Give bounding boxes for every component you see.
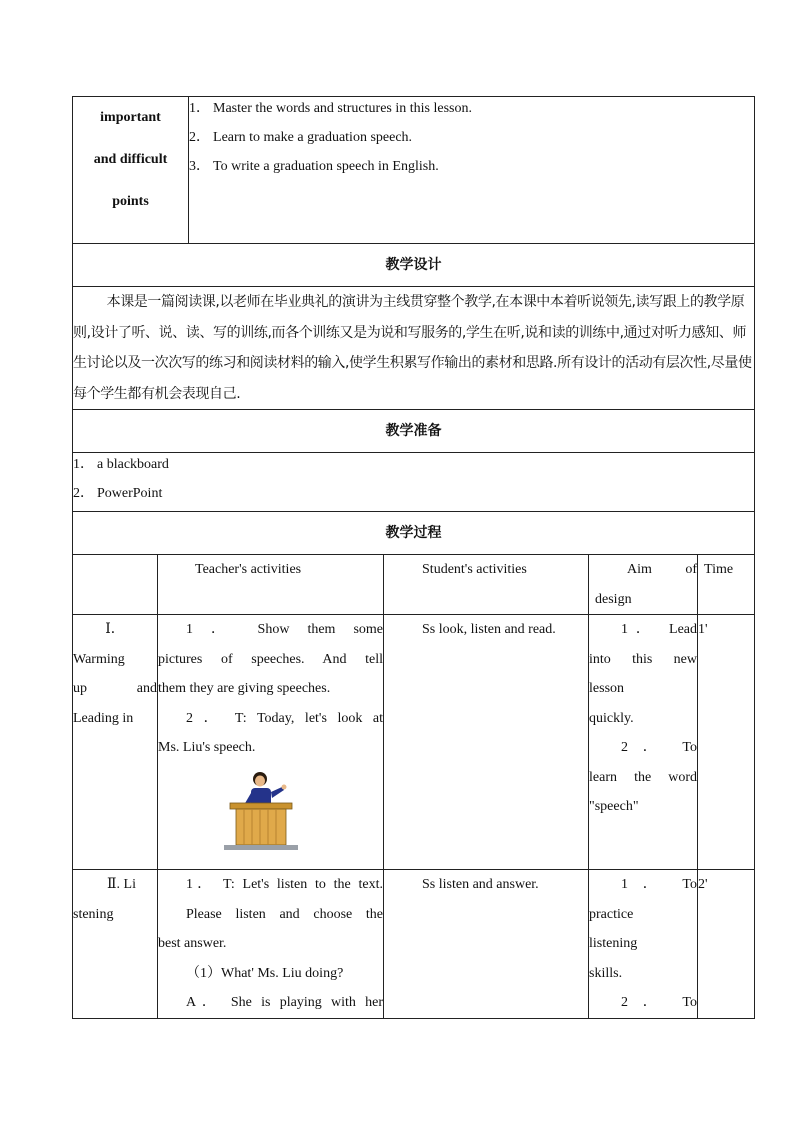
list-item: 3． To write a graduation speech in English. bbox=[189, 159, 439, 174]
document-page bbox=[72, 96, 754, 1019]
student-cell: Ss listen and answer. bbox=[384, 870, 589, 1019]
table-row bbox=[73, 615, 755, 870]
podium-base bbox=[224, 845, 298, 850]
aim-cell: 1． Lead into this new lesson quickly. 2 ． To learn the word "speech" bbox=[589, 615, 698, 870]
process-title-row bbox=[73, 512, 755, 555]
lesson-plan-table bbox=[72, 96, 755, 1019]
label-line-1: important bbox=[100, 110, 161, 125]
preparation-list-row bbox=[73, 453, 755, 512]
student-cell: Ss look, listen and read. bbox=[384, 615, 589, 870]
header-stage bbox=[73, 555, 158, 615]
preparation-list bbox=[73, 453, 755, 512]
header-teacher: Teacher's activities bbox=[158, 555, 384, 615]
design-paragraph-row bbox=[73, 287, 755, 410]
header-time: Time bbox=[698, 555, 755, 615]
design-title-row bbox=[73, 244, 755, 287]
list-item: 2． PowerPoint bbox=[73, 486, 163, 501]
important-points-row bbox=[73, 97, 755, 244]
list-item: 2． Learn to make a graduation speech. bbox=[189, 130, 413, 145]
time-cell: 2' bbox=[698, 870, 755, 1019]
table-row bbox=[73, 870, 755, 1019]
process-header-row bbox=[73, 555, 755, 615]
label-line-2: and difficult bbox=[93, 152, 168, 167]
list-item: 1． Master the words and structures in this lesson. bbox=[189, 101, 472, 116]
label-line-3: points bbox=[112, 194, 149, 209]
important-points-label bbox=[73, 97, 189, 244]
header-student: Student's activities bbox=[384, 555, 589, 615]
podium-top bbox=[230, 803, 292, 809]
design-title: 教学设计 bbox=[73, 244, 755, 287]
stage-cell: Ⅰ． Warming up and Leading in bbox=[73, 615, 158, 870]
list-item: 1． a blackboard bbox=[73, 457, 169, 472]
time-cell: 1' bbox=[698, 615, 755, 870]
aim-cell: 1 ． To practice listening skills. 2 ． To bbox=[589, 870, 698, 1019]
teacher-cell: 1． T: Let's listen to the text. Please listen and choose the best answer. （1）What' Ms. Liu doing? A． She is playing with her bbox=[158, 870, 384, 1019]
preparation-title-row bbox=[73, 410, 755, 453]
teacher-at-podium-image bbox=[214, 767, 312, 853]
header-aim: Aim of design bbox=[589, 555, 698, 615]
stage-cell: Ⅱ. Li stening bbox=[73, 870, 158, 1019]
teacher-cell: 1 ． Show them some pictures of speeches. And tell them they are giving speeches. 2 ． T: Today, let's look at Ms. Liu's speech. bbox=[158, 615, 384, 870]
important-points-list bbox=[189, 97, 755, 244]
preparation-title: 教学准备 bbox=[73, 410, 755, 453]
process-title: 教学过程 bbox=[73, 512, 755, 555]
design-paragraph: 本课是一篇阅读课,以老师在毕业典礼的演讲为主线贯穿整个教学,在本课中本着听说领先,读写跟上的教学原则,设计了听、说、读、写的训练,而各个训练又是为说和写服务的,学生在听,说和读的训练中,通过对听力感知、师生讨论以及一次次写的练习和阅读材料的输入,使学生积累写作输出的素材和思路.所有设计的活动有层次性,尽量使每个学生都有机会表现自己. bbox=[73, 287, 755, 410]
